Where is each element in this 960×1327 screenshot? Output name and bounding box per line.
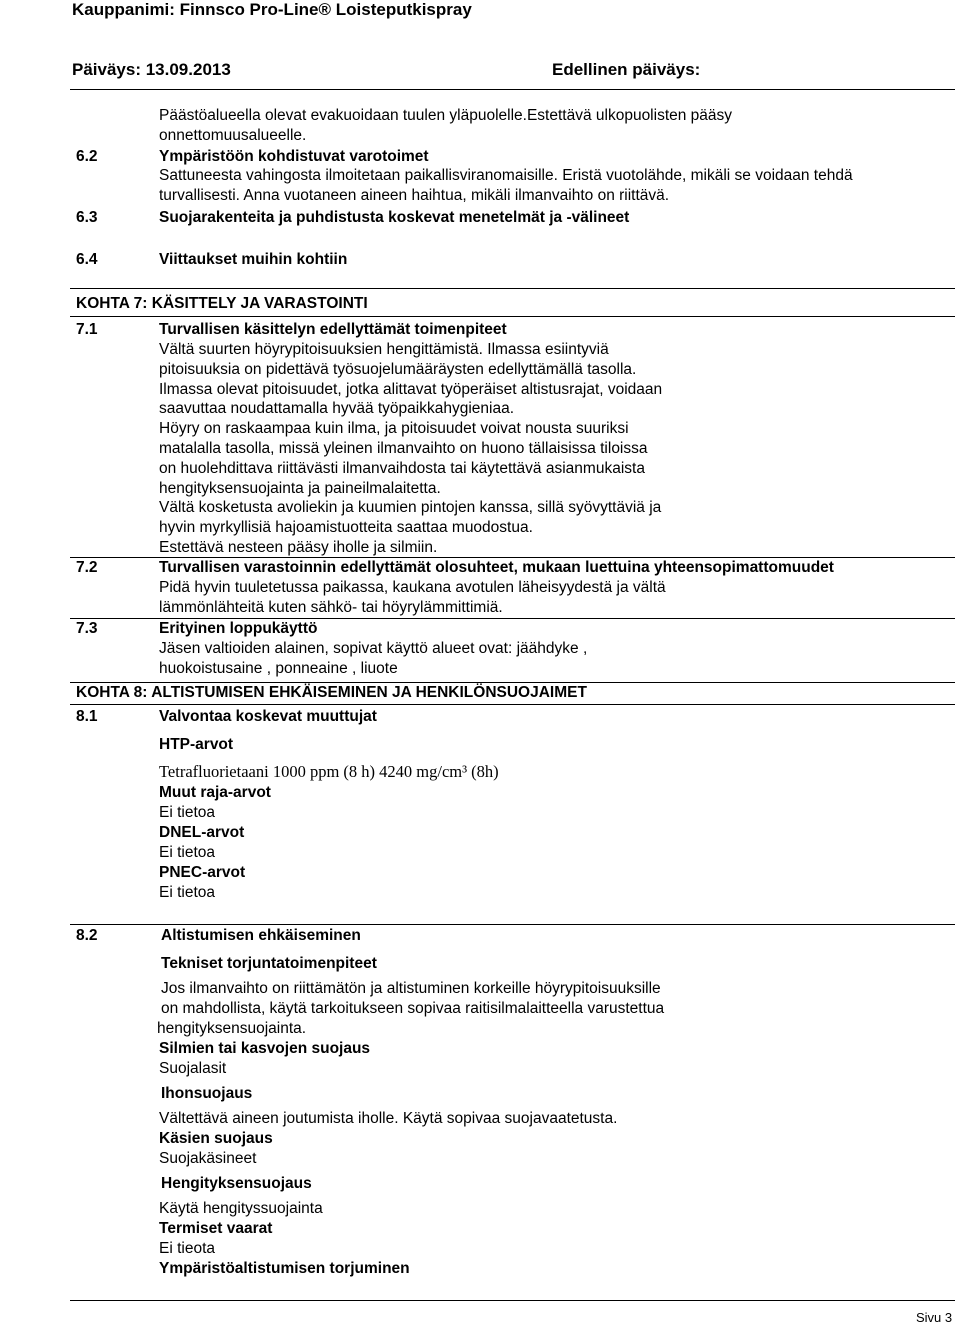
section-6-3-number: 6.3	[76, 209, 98, 226]
htp-value: Tetrafluorietaani 1000 ppm (8 h) 4240 mg/cm³ (8h)	[159, 762, 499, 781]
kasien-suojaus-label: Käsien suojaus	[159, 1130, 273, 1147]
page-number: Sivu 3	[916, 1310, 953, 1325]
tekniset-text: Jos ilmanvaihto on riittämätön ja altistuminen korkeille höyrypitoisuuksille on mahdollista, käytä tarkoitukseen sopivaa raitisilmalaitteella varustettua hengityksensuojainta.	[157, 980, 665, 1037]
section-7-2-number: 7.2	[76, 559, 98, 576]
ymparistoaltistuminen-label: Ympäristöaltistumisen torjuminen	[159, 1260, 410, 1277]
section-6-4-title: Viittaukset muihin kohtiin	[159, 251, 348, 268]
silmien-suojaus-label: Silmien tai kasvojen suojaus	[159, 1040, 371, 1057]
section-7-rule-top	[70, 288, 955, 289]
tekniset-label: Tekniset torjuntatoimenpiteet	[161, 955, 377, 972]
section-8-heading: KOHTA 8: ALTISTUMISEN EHKÄISEMINEN JA HENKILÖNSUOJAIMET	[76, 684, 587, 701]
section-7-2-text: Pidä hyvin tuuletetussa paikassa, kaukana avotulen läheisyydestä ja vältä lämmönlähteitä kuten sähkö- tai höyrylämmittimiä.	[159, 579, 666, 616]
section-6-2-text: Sattuneesta vahingosta ilmoitetaan paikallisviranomaisille. Eristä vuotolähde, mikäli se voidaan tehdä turvallisesti. Anna vuotaneen aineen haihtua, mikäli ilmanvaihto on riittävä.	[159, 167, 853, 204]
section-6-2-number: 6.2	[76, 148, 98, 165]
hengityksensuojaus-label: Hengityksensuojaus	[161, 1175, 312, 1192]
section-8-2-rule	[70, 924, 955, 925]
evacuation-text: Päästöalueella olevat evakuoidaan tuulen yläpuolelle.Estettävä ulkopuolisten pääsy onnettomuusalueelle.	[159, 107, 733, 144]
termiset-vaarat-label: Termiset vaarat	[159, 1220, 273, 1237]
date: Päiväys: 13.09.2013	[72, 60, 231, 79]
htp-label: HTP-arvot	[159, 736, 234, 753]
section-6-2-title: Ympäristöön kohdistuvat varotoimet	[159, 148, 429, 165]
pnec-value: Ei tietoa	[159, 884, 216, 901]
ihonsuojaus-label: Ihonsuojaus	[161, 1085, 253, 1102]
section-8-1-title: Valvontaa koskevat muuttujat	[159, 708, 377, 725]
section-6-3-title: Suojarakenteita ja puhdistusta koskevat menetelmät ja -välineet	[159, 209, 630, 226]
dnel-label: DNEL-arvot	[159, 824, 245, 841]
section-7-3-number: 7.3	[76, 620, 98, 637]
dnel-value: Ei tietoa	[159, 844, 216, 861]
pnec-label: PNEC-arvot	[159, 864, 246, 881]
header-rule	[70, 89, 955, 90]
section-7-3-text: Jäsen valtioiden alainen, sopivat käyttö alueet ovat: jäähdyke , huokoistusaine , ponneaine , liuote	[159, 640, 588, 677]
section-7-heading: KOHTA 7: KÄSITTELY JA VARASTOINTI	[76, 295, 368, 312]
muut-raja-arvot-value: Ei tietoa	[159, 804, 216, 821]
muut-raja-arvot-label: Muut raja-arvot	[159, 784, 271, 801]
section-8-2-title: Altistumisen ehkäiseminen	[161, 927, 361, 944]
section-6-4-number: 6.4	[76, 251, 98, 268]
kasien-suojaus-value: Suojakäsineet	[159, 1150, 257, 1167]
section-7-1-text: Vältä suurten höyrypitoisuuksien hengittämistä. Ilmassa esiintyviä pitoisuuksia on pidettävä työsuojelumääräysten edellyttämällä tasolla. Ilmassa olevat pitoisuudet, jotka alittavat työperäiset altistusrajat, voidaan saavuttaa noudattamalla hyvää työpaikkahygieniaa. Höyry on raskaampaa kuin ilma, ja pitoisuudet voivat nousta suuriksi matalalla tasolla, missä yleinen ilmanvaihto on huono tällaisissa tiloissa on huolehdittava riittävästi ilmanvaihdosta tai käytettävä asianmukaista hengityksensuojainta ja paineilmalaitetta. Vältä kosketusta avoliekin ja kuumien pintojen kanssa, sillä syövyttäviä ja hyvin myrkyllisiä hajoamistuotteita saattaa muodostua. Estettävä nesteen pääsy iholle ja silmiin.	[159, 341, 663, 556]
hengityksensuojaus-value: Käytä hengityssuojainta	[159, 1200, 323, 1217]
section-8-2-number: 8.2	[76, 927, 98, 944]
section-8-1-number: 8.1	[76, 708, 98, 725]
footer-rule	[70, 1300, 955, 1301]
section-7-3-rule	[70, 618, 955, 619]
section-7-3-title: Erityinen loppukäyttö	[159, 620, 318, 637]
section-7-2-title: Turvallisen varastoinnin edellyttämät olosuhteet, mukaan luettuina yhteensopimattomuudet	[159, 559, 834, 576]
silmien-suojaus-value: Suojalasit	[159, 1060, 227, 1077]
previous-date: Edellinen päiväys:	[552, 60, 701, 79]
section-7-1-number: 7.1	[76, 321, 98, 338]
section-8-rule-top	[70, 682, 955, 683]
termiset-vaarat-value: Ei tieota	[159, 1240, 216, 1257]
section-7-2-rule	[70, 557, 955, 558]
trade-name: Kauppanimi: Finnsco Pro-Line® Loisteputkispray	[72, 0, 472, 19]
section-7-rule-bottom	[70, 316, 955, 317]
section-8-rule-bottom	[70, 704, 955, 705]
ihonsuojaus-value: Vältettävä aineen joutumista iholle. Käytä sopivaa suojavaatetusta.	[159, 1110, 618, 1127]
section-7-1-title: Turvallisen käsittelyn edellyttämät toimenpiteet	[159, 321, 507, 338]
